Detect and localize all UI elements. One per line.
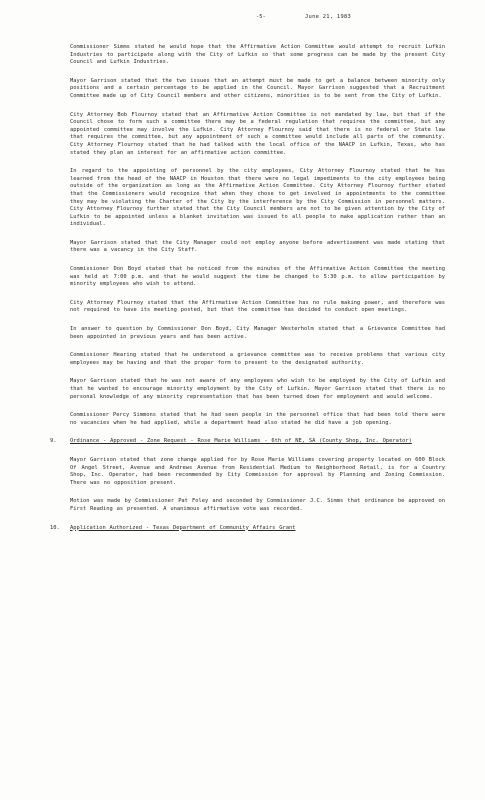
document-body (50, 44, 445, 532)
page-date: June 21, 1983 (305, 14, 352, 20)
item-number: 10. (50, 524, 60, 531)
paragraph: Mayor Garrison stated that zone change applied for by Rose Marie Williams covering property located on 600 Block Of Angel Street, Avenue and Andrews Avenue from Residential Medium to Neighborhood Retail, is for a Country Shop, Inc. Operator, had been recommended by City Commission for approval by Planning and Zoning Commission. There was no opposition present. (70, 456, 445, 486)
paragraph: City Attorney Bob Flournoy stated that an Affirmative Action Committee is not mandated by law, but that if the Council chose to form such a committee there may be a federal regulation that requires the committee, but any appointed committee may involve the Lufkin. City Attorney Flournoy said that there is no federal or State law that requires the committee, but any appointment of such a committee would include all parts of the community. City Attorney Flournoy stated that he had talked with the local office of the NAACP in Lufkin, Texas, who has stated they plan an interest for an affirmative action committee. (70, 111, 445, 156)
item-title: Ordinance - Approved - Zone Request - Rose Marie Williams - 6th of NE, SA (County Shop, Inc. Operator) (70, 438, 412, 445)
paragraph: Commissioner Percy Simmons stated that he had seen people in the personnel office that had been told there were no vacancies when he had applied, while a department head also stated he did have a job opening. (70, 412, 445, 426)
paragraph: Commissioner Simms stated he would hope that the Affirmative Action Committee would attempt to recruit Lufkin Industries to participate along with the City of Lufkin so that some progress can be made by the present City Council and Lufkin Industries. (70, 44, 445, 66)
agenda-item-10 (50, 524, 445, 533)
item-title: Application Authorized - Texas Department of Community Affairs Grant (70, 524, 296, 531)
paragraph: City Attorney Flournoy stated that the Affirmative Action Committee has no rule making power, and therefore was not required to have its meeting posted, but that the committee has decided to conduct open meetings. (70, 299, 445, 314)
paragraph: Commissioner Hearing stated that he understood a grievance committee was to receive problems that various city employees may be having and that the proper form to present to the designated authority. (70, 352, 445, 366)
paragraph: Mayor Garrison stated that he was not aware of any employees who wish to be employed by the City of Lufkin and that he wanted to encourage minority employment by the City of Lufkin. Mayor Garrison stated that there is no personal knowledge of any minority representation that has been turned down for employment and would welcome. (70, 378, 445, 400)
paragraph: Motion was made by Commissioner Pat Foley and seconded by Commissioner J.C. Simms that ordinance be approved on First Reading as presented. A unanimous affirmative vote was recorded. (70, 498, 445, 512)
page-header (0, 14, 485, 22)
paragraph: Mayor Garrison stated that the City Manager could not employ anyone before advertisement was made stating that there was a vacancy in the City Staff. (70, 239, 445, 254)
paragraph: Mayor Garrison stated that the two issues that an attempt must be made to get a balance between minority only positions and a certain percentage to be applied in the Council. Mayor Garrison suggested that a Recruitment Committee made up of City Council members and other citizens, minorities is to be sent from the City of Lufkin. (70, 77, 445, 99)
paragraph: In regard to the appointing of personnel by the city employees, City Attorney Flournoy stated that he has learned from the head of the NAACP in Houston that there were no legal impediments to the city employees being outside of the organization as long as the Affirmative Action Committee. City Attorney Flournoy further stated that the Commissioners would recognize that when they chose to get involved in appointments to the committee they may be violating the Charter of the City by the interference by the City Commission in personnel matters. City Attorney Flournoy further stated that the City Council members are not to be given attention by the City of Lufkin to be appointed unless a blanket invitation was issued to all people to make application rather than an individual. (70, 168, 445, 228)
paragraph: In answer to question by Commissioner Don Boyd, City Manager Westerholm stated that a Grievance Committee had been appointed in previous years and has been active. (70, 326, 445, 340)
agenda-item-9 (50, 438, 445, 513)
item-number: 9. (50, 438, 57, 445)
paragraph: Commissioner Don Boyd stated that he noticed from the minutes of the Affirmative Action Committee the meeting was held at 7:00 p.m. and that he would suggest the time be changed to 5:30 p.m. to allow participation by minority employees who wish to attend. (70, 266, 445, 288)
page-number: -5- (256, 14, 266, 20)
